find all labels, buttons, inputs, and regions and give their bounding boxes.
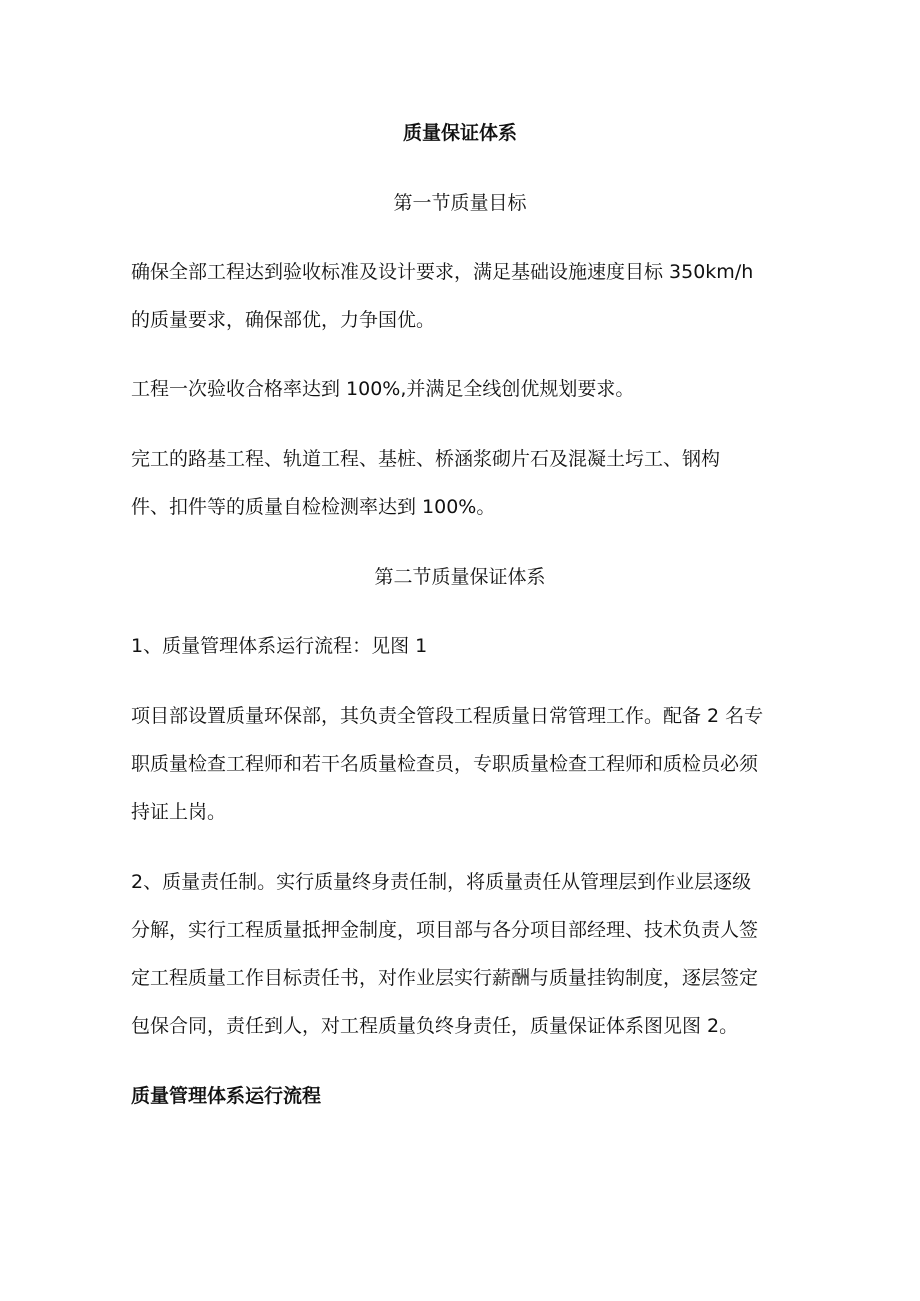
paragraph-2: 工程一次验收合格率达到 100%,并满足全线创优规划要求。	[131, 378, 635, 400]
paragraph-3-line-2: 件、扣件等的质量自检检测率达到 100%。	[131, 496, 496, 518]
section-heading-1: 第一节质量目标	[393, 192, 527, 214]
paragraph-4-line-3: 持证上岗。	[131, 801, 227, 823]
paragraph-1-line-2: 的质量要求，确保部优，力争国优。	[131, 309, 436, 331]
list-item-2-line-2: 分解，实行工程质量抵押金制度，项目部与各分项目部经理、技术负责人签	[131, 919, 759, 941]
document-title: 质量保证体系	[402, 122, 517, 144]
list-item-2-line-3: 定工程质量工作目标责任书，对作业层实行薪酬与质量挂钩制度，逐层签定	[131, 967, 759, 989]
list-item-2-line-1: 2、质量责任制。实行质量终身责任制，将质量责任从管理层到作业层逐级	[131, 871, 752, 893]
list-item-1: 1、质量管理体系运行流程：见图 1	[131, 635, 428, 657]
list-item-2-line-4: 包保合同，责任到人，对工程质量负终身责任，质量保证体系图见图 2。	[131, 1015, 739, 1037]
subheading: 质量管理体系运行流程	[131, 1085, 322, 1107]
paragraph-3-line-1: 完工的路基工程、轨道工程、基桩、桥涵浆砌片石及混凝土圬工、钢构	[131, 448, 721, 470]
paragraph-1-line-1: 确保全部工程达到验收标准及设计要求，满足基础设施速度目标 350km/h	[131, 261, 754, 283]
section-heading-2: 第二节质量保证体系	[374, 566, 546, 588]
paragraph-4-line-2: 职质量检查工程师和若干名质量检查员，专职质量检查工程师和质检员必须	[131, 753, 759, 775]
paragraph-4-line-1: 项目部设置质量环保部，其负责全管段工程质量日常管理工作。配备 2 名专	[131, 705, 764, 727]
